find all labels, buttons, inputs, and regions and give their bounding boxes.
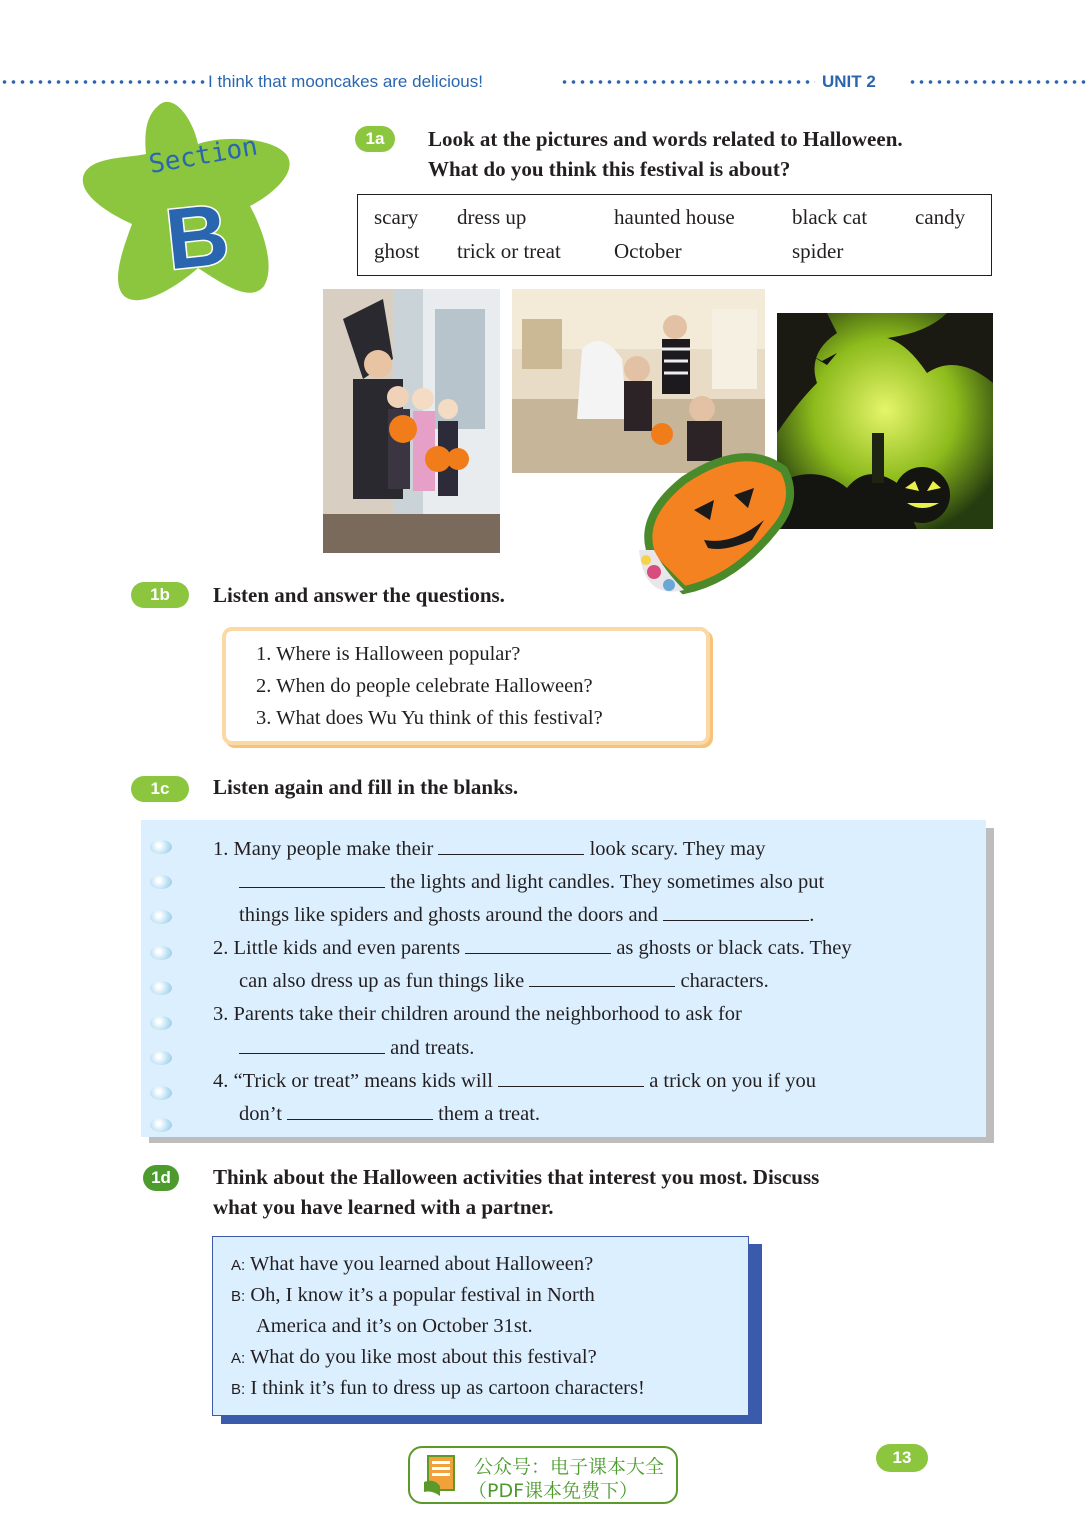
dialogue-line (231, 1377, 645, 1400)
word-item: candy (915, 205, 966, 229)
answer-blank[interactable] (239, 1035, 385, 1054)
fill-line (239, 1101, 540, 1127)
word-item: ghost (374, 239, 420, 263)
watermark-badge (408, 1446, 678, 1504)
answer-blank[interactable] (287, 1101, 433, 1120)
dialogue-line (231, 1284, 595, 1307)
badge-1c: 1c (131, 776, 189, 802)
ring-bullet (150, 910, 172, 924)
fill-text: 2. Little kids and even parents (213, 937, 461, 959)
speaker-label: B: (231, 1381, 246, 1398)
dialogue-text: I think it’s fun to dress up as cartoon characters! (250, 1377, 645, 1399)
ring-bullet (150, 981, 172, 995)
badge-1a: 1a (355, 126, 395, 152)
fill-line (239, 968, 769, 994)
word-item: spider (792, 239, 844, 263)
section-letter: B (161, 186, 234, 289)
ring-bullet (150, 1118, 172, 1132)
word-item: haunted house (614, 205, 735, 229)
section-b-star (80, 96, 298, 308)
instruction-1d-line1: Think about the Halloween activities that interest you most. Discuss (213, 1165, 820, 1189)
question-item: 2. When do people celebrate Halloween? (256, 675, 593, 697)
header-dots-middle (560, 79, 815, 85)
header-unit: UNIT 2 (822, 72, 876, 91)
instruction-1c: Listen again and fill in the blanks. (213, 775, 519, 799)
badge-1b: 1b (131, 582, 189, 608)
fill-line (213, 1068, 816, 1094)
fill-text: look scary. They may (589, 838, 766, 860)
speaker-label: A: (231, 1350, 246, 1367)
fill-text: 1. Many people make their (213, 838, 434, 860)
dialogue-line (231, 1253, 593, 1276)
instruction-1a-line2: What do you think this festival is about? (428, 157, 791, 181)
dialogue-text: What do you like most about this festival? (249, 1346, 597, 1368)
fill-text: the lights and light candles. They sometimes also put (390, 871, 825, 893)
fill-text: 3. Parents take their children around the neighborhood to ask for (213, 1003, 742, 1025)
fill-text: as ghosts or black cats. They (616, 937, 852, 959)
header-dots-left (0, 79, 205, 85)
word-item: dress up (457, 205, 527, 229)
fill-text: don’t (239, 1103, 282, 1125)
word-box (357, 194, 992, 276)
fill-text: can also dress up as fun things like (239, 970, 525, 992)
dialogue-text: What have you learned about Halloween? (249, 1253, 594, 1275)
dialogue-text: America and it’s on October 31st. (256, 1315, 533, 1337)
answer-blank[interactable] (663, 902, 809, 921)
book-icon (422, 1452, 462, 1500)
fill-line (213, 1001, 742, 1027)
fill-text: and treats. (390, 1037, 475, 1059)
answer-blank[interactable] (498, 1068, 644, 1087)
badge-1d: 1d (143, 1165, 179, 1191)
speaker-label: A: (231, 1257, 246, 1274)
word-item: trick or treat (457, 239, 561, 263)
instruction-1b: Listen and answer the questions. (213, 583, 505, 607)
ring-bullet (150, 840, 172, 854)
dialogue-text: Oh, I know it’s a popular festival in North (250, 1284, 595, 1306)
fill-line (239, 902, 814, 928)
fill-text: them a treat. (438, 1103, 541, 1125)
fill-line (239, 1035, 474, 1061)
word-item: black cat (792, 205, 868, 229)
fill-line (213, 935, 852, 961)
ring-bullet (150, 1016, 172, 1030)
question-item: 3. What does Wu Yu think of this festival? (256, 707, 603, 729)
fill-line (213, 836, 765, 862)
questions-box (222, 627, 710, 745)
running-header (0, 72, 1087, 92)
pumpkin-candy-bag (624, 440, 800, 615)
watermark-line1: 公众号：电子课本大全 (474, 1456, 665, 1478)
photo-trick-or-treat (323, 289, 500, 553)
fill-line (239, 869, 824, 895)
photo-haunted-night (777, 313, 993, 529)
header-title: I think that mooncakes are delicious! (208, 72, 483, 91)
dialogue-line (256, 1315, 533, 1338)
answer-blank[interactable] (438, 836, 584, 855)
answer-blank[interactable] (465, 935, 611, 954)
answer-blank[interactable] (529, 968, 675, 987)
page-number: 13 (876, 1444, 928, 1472)
fill-text: 4. “Trick or treat” means kids will (213, 1070, 493, 1092)
section-word: Section (146, 131, 260, 181)
answer-blank[interactable] (239, 869, 385, 888)
ring-bullet (150, 1051, 172, 1065)
header-dots-right (908, 79, 1087, 85)
word-item: scary (374, 205, 419, 229)
dialogue-line (231, 1346, 597, 1369)
fill-text: a trick on you if you (649, 1070, 817, 1092)
instruction-1a-line1: Look at the pictures and words related to Halloween. (428, 127, 903, 151)
ring-bullet (150, 946, 172, 960)
speaker-label: B: (231, 1288, 246, 1305)
ring-bullet (150, 1086, 172, 1100)
ring-bullet (150, 875, 172, 889)
watermark-line2: （PDF课本免费下） (468, 1480, 639, 1502)
fill-text: things like spiders and ghosts around the doors and (239, 904, 659, 926)
fill-text: characters. (680, 970, 769, 992)
question-item: 1. Where is Halloween popular? (256, 643, 521, 665)
word-item: October (614, 239, 682, 263)
fill-text: . (809, 904, 815, 926)
instruction-1d-line2: what you have learned with a partner. (213, 1195, 554, 1219)
